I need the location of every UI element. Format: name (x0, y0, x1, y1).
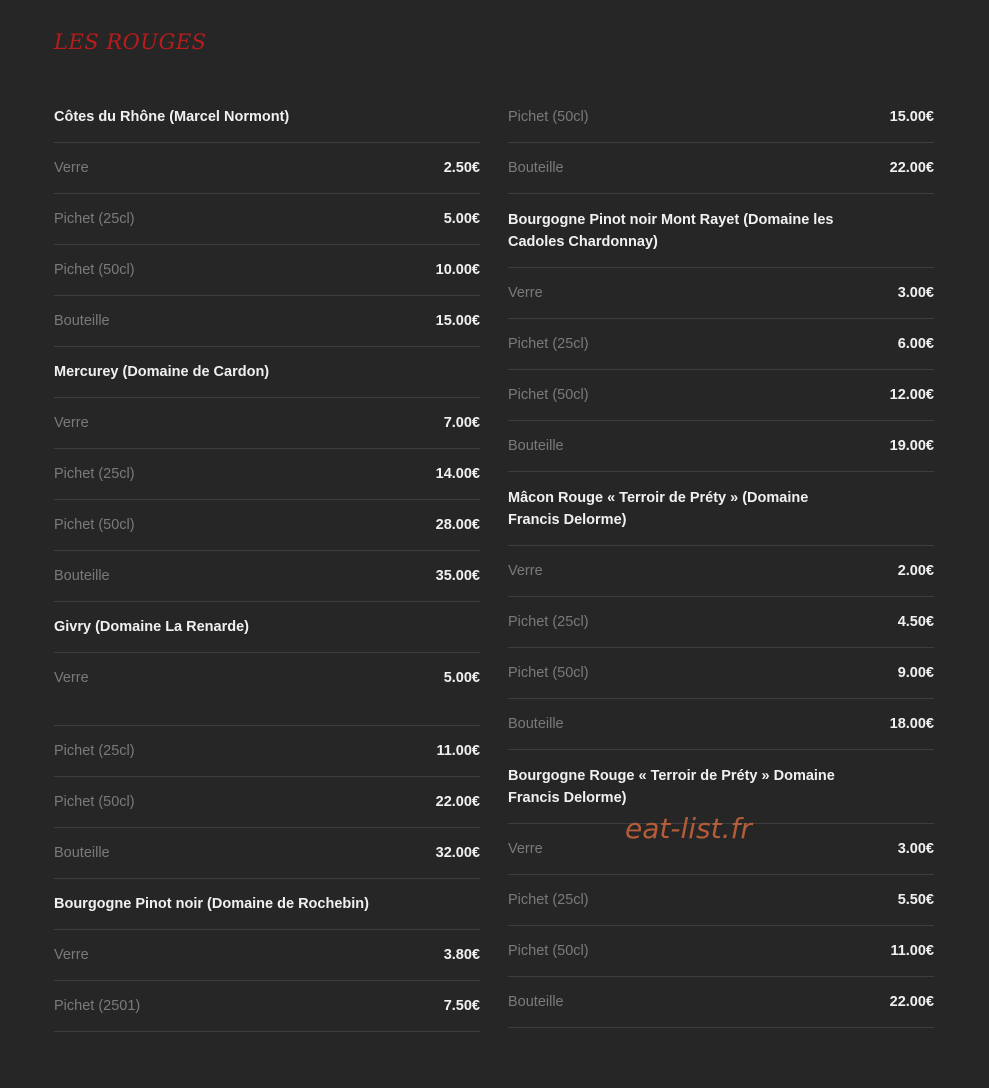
price-value: 3.00€ (897, 841, 934, 857)
price-value: 3.80€ (443, 947, 480, 963)
watermark-text: eat-list.fr (625, 812, 752, 845)
price-value: 32.00€ (435, 845, 480, 861)
price-value: 2.50€ (443, 160, 480, 176)
price-row (54, 653, 480, 726)
price-label: Bouteille (508, 716, 564, 732)
price-value: 11.00€ (436, 743, 480, 759)
price-row (54, 398, 480, 449)
price-row (508, 268, 934, 319)
wine-name: Bourgogne Pinot noir Mont Rayet (Domaine les Cadoles Chardonnay) (508, 194, 934, 268)
price-row (508, 143, 934, 194)
price-label: Pichet (25cl) (508, 614, 589, 630)
price-label: Bouteille (508, 994, 564, 1010)
price-row (54, 449, 480, 500)
price-row (54, 726, 480, 777)
price-value: 28.00€ (435, 517, 480, 533)
price-label: Bouteille (54, 568, 110, 584)
price-value: 22.00€ (889, 994, 934, 1010)
price-label: Verre (54, 415, 89, 431)
price-label: Pichet (25cl) (54, 466, 135, 482)
price-label: Pichet (2501) (54, 998, 141, 1014)
price-row (54, 777, 480, 828)
price-value: 18.00€ (889, 716, 934, 732)
price-value: 10.00€ (435, 262, 480, 278)
price-row (54, 245, 480, 296)
price-row (508, 319, 934, 370)
price-label: Verre (54, 160, 89, 176)
price-value: 6.00€ (897, 336, 934, 352)
price-label: Pichet (50cl) (54, 517, 135, 533)
price-label: Pichet (50cl) (508, 109, 589, 125)
price-label: Bouteille (54, 845, 110, 861)
price-value: 11.00€ (890, 943, 934, 959)
menu-column-right (508, 92, 934, 1028)
price-label: Verre (508, 563, 543, 579)
price-label: Bouteille (54, 313, 110, 329)
price-row (508, 648, 934, 699)
price-value: 9.00€ (897, 665, 934, 681)
wine-name: Mâcon Rouge « Terroir de Préty » (Domaine Francis Delorme) (508, 472, 934, 546)
price-label: Pichet (50cl) (508, 665, 589, 681)
price-label: Pichet (25cl) (54, 211, 135, 227)
price-value: 5.00€ (443, 211, 480, 227)
price-row (508, 699, 934, 750)
price-row (54, 143, 480, 194)
price-row (54, 194, 480, 245)
price-value: 5.50€ (897, 892, 934, 908)
wine-name: Côtes du Rhône (Marcel Normont) (54, 92, 480, 143)
price-value: 5.00€ (443, 670, 480, 686)
price-label: Verre (54, 670, 89, 686)
wine-name: Mercurey (Domaine de Cardon) (54, 347, 480, 398)
price-label: Bouteille (508, 438, 564, 454)
price-value: 22.00€ (889, 160, 934, 176)
price-row (508, 92, 934, 143)
price-value: 3.00€ (897, 285, 934, 301)
price-row (508, 875, 934, 926)
price-value: 35.00€ (435, 568, 480, 584)
price-value: 12.00€ (889, 387, 934, 403)
price-label: Bouteille (508, 160, 564, 176)
price-row (508, 370, 934, 421)
price-row (54, 296, 480, 347)
price-label: Verre (54, 947, 89, 963)
menu-column-left (54, 92, 480, 1032)
price-value: 4.50€ (897, 614, 934, 630)
section-title: LES ROUGES (54, 30, 207, 54)
price-row (508, 926, 934, 977)
price-label: Pichet (25cl) (54, 743, 135, 759)
price-value: 15.00€ (435, 313, 480, 329)
wine-name: Bourgogne Pinot noir (Domaine de Rochebin) (54, 879, 480, 930)
wine-name: Givry (Domaine La Renarde) (54, 602, 480, 653)
price-row (54, 551, 480, 602)
price-row (54, 981, 480, 1032)
price-row (54, 828, 480, 879)
price-label: Pichet (50cl) (508, 943, 589, 959)
price-value: 7.50€ (443, 998, 480, 1014)
price-value: 14.00€ (435, 466, 480, 482)
wine-name: Bourgogne Rouge « Terroir de Préty » Domaine Francis Delorme) (508, 750, 934, 824)
price-row (508, 421, 934, 472)
price-row (54, 930, 480, 981)
price-label: Verre (508, 285, 543, 301)
price-label: Pichet (50cl) (54, 262, 135, 278)
price-value: 7.00€ (443, 415, 480, 431)
price-label: Verre (508, 841, 543, 857)
price-value: 15.00€ (889, 109, 934, 125)
price-label: Pichet (25cl) (508, 892, 589, 908)
price-label: Pichet (25cl) (508, 336, 589, 352)
price-value: 19.00€ (889, 438, 934, 454)
price-label: Pichet (50cl) (508, 387, 589, 403)
price-row (508, 977, 934, 1028)
price-value: 22.00€ (435, 794, 480, 810)
price-label: Pichet (50cl) (54, 794, 135, 810)
price-row (508, 546, 934, 597)
price-row (54, 500, 480, 551)
price-value: 2.00€ (897, 563, 934, 579)
price-row (508, 597, 934, 648)
